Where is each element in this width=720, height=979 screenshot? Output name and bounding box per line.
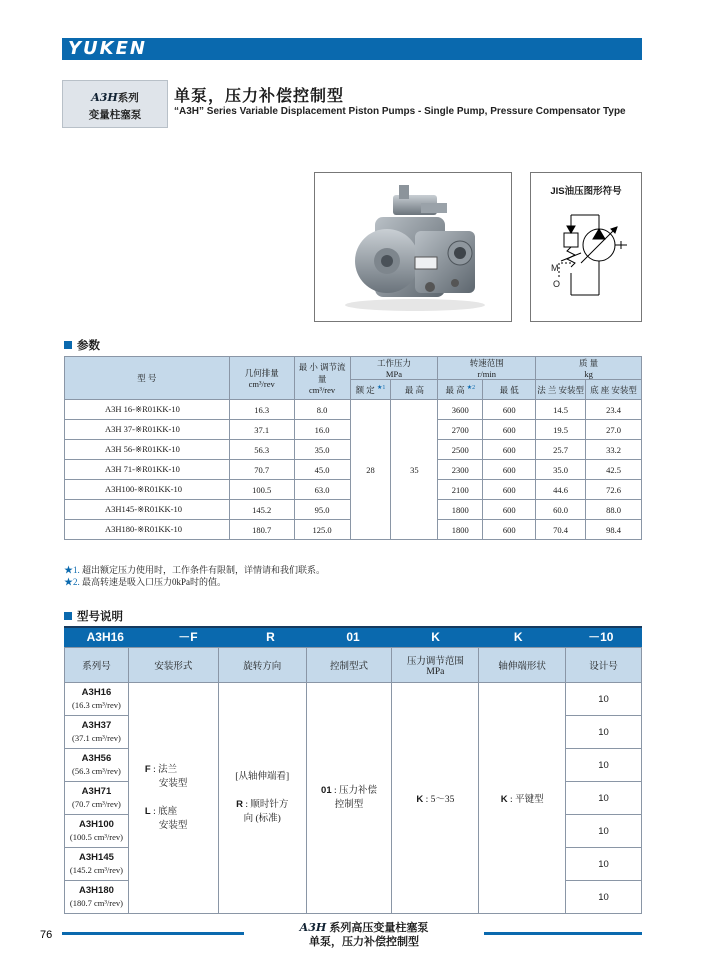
table-row: A3H100-※R01KK-10 100.5 63.0 2100 600 44.6 72.6: [65, 480, 642, 500]
max-pressure-cell: 35: [391, 400, 438, 540]
col-speed: 转速范围 r/min: [438, 357, 536, 380]
col-pressure-rated: 额 定 $^{★1}$: [350, 380, 391, 400]
code-rotation: R: [266, 630, 275, 644]
header-design: 设计号: [566, 648, 642, 683]
col-min-flow: 最 小 调节流量 cm³/rev: [294, 357, 350, 400]
col-speed-min: 最 低: [483, 380, 536, 400]
square-bullet-icon: [64, 341, 72, 349]
note-2: ★2. 最高转速是吸入口压力0kPa时的值。: [64, 577, 227, 587]
pressure-range-cell: K : 5～35: [392, 683, 479, 914]
table-row: A3H145 (145.2 cm³/rev) 10: [65, 848, 642, 881]
hydraulic-pump-symbol-icon: [531, 203, 641, 313]
code-design: －10: [588, 630, 614, 644]
table-row: A3H145-※R01KK-10 145.2 95.0 1800 600 60.0 88.0: [65, 500, 642, 520]
mounting-cell: F : 法兰 安装型 L : 底座 安装型: [128, 683, 218, 914]
table-row: A3H 71-※R01KK-10 70.7 45.0 2300 600 35.0 42.5: [65, 460, 642, 480]
series-box: [62, 80, 168, 128]
model-code-section-title: 型号说明: [64, 608, 123, 624]
symbol-label-m: M: [551, 263, 559, 273]
rotation-cell: [从轴伸端看] R : 顺时针方 向 (标准): [218, 683, 306, 914]
header-rotation: 旋转方向: [218, 648, 306, 683]
col-mass-foot: 底 座 安装型: [586, 380, 642, 400]
col-model: 型 号: [65, 357, 230, 400]
series-logo: A3H: [91, 91, 118, 104]
params-section-title: 参数: [64, 337, 100, 353]
code-mounting: －F: [178, 630, 198, 644]
col-mass: 质 量 kg: [536, 357, 642, 380]
page-title: 单泵，压力补偿控制型: [174, 88, 345, 105]
params-notes: [64, 564, 325, 588]
model-code-table: [64, 647, 642, 914]
header-control: 控制型式: [306, 648, 392, 683]
col-displacement: 几何排量 cm³/rev: [229, 357, 294, 400]
symbol-label-o: O: [553, 279, 561, 289]
table-row: A3H180-※R01KK-10 180.7 125.0 1800 600 70.4 98.4: [65, 520, 642, 540]
table-row: A3H37 (37.1 cm³/rev) 10: [65, 716, 642, 749]
brand-header-bar: [62, 38, 642, 60]
table-row: A3H100 (100.5 cm³/rev) 10: [65, 815, 642, 848]
table-row: A3H71 (70.7 cm³/rev) 10: [65, 782, 642, 815]
jis-symbol-box: [530, 172, 642, 322]
rated-pressure-cell: 28: [350, 400, 391, 540]
table-row: A3H180 (180.7 cm³/rev) 10: [65, 881, 642, 914]
series-name: 变量柱塞泵: [88, 109, 142, 121]
col-pressure-max: 最 高: [391, 380, 438, 400]
code-control: 01: [346, 630, 360, 644]
page-subtitle: “A3H” Series Variable Displacement Piston Pumps - Single Pump, Pressure Compensator Type: [174, 106, 626, 117]
table-row: A3H 37-※R01KK-10 37.1 16.0 2700 600 19.5 27.0: [65, 420, 642, 440]
code-shaft: K: [513, 630, 523, 644]
yuken-logo: YUKEN: [68, 38, 147, 59]
params-table: [64, 356, 642, 540]
header-shaft: 轴伸端形状: [479, 648, 566, 683]
code-series: A3H16: [86, 630, 124, 644]
page-number: 76: [40, 929, 53, 941]
footer-title: A3H 系列高压变量柱塞泵 单泵，压力补偿控制型: [244, 921, 484, 949]
table-row: A3H 56-※R01KK-10 56.3 35.0 2500 600 25.7 33.2: [65, 440, 642, 460]
header-mounting: 安装形式: [128, 648, 218, 683]
col-speed-max: 最 高 $^{★2}$: [438, 380, 483, 400]
table-row: A3H16 (16.3 cm³/rev) F : 法兰 安装型 L : 底座 安装型 [从轴伸端看] R : 顺时针方 向 (标准) 01 : 压力补偿 控制型 K : 5～35 K : 平键型 10: [65, 683, 642, 716]
shaft-cell: K : 平键型: [479, 683, 566, 914]
col-pressure: 工作压力 MPa: [350, 357, 438, 380]
table-row: A3H 16-※R01KK-10 16.3 8.0 28 35 3600 600 14.5 23.4: [65, 400, 642, 420]
pump-photo: [314, 172, 512, 322]
header-pressure: 压力调节范围 MPa: [392, 648, 479, 683]
col-mass-flange: 法 兰 安装型: [536, 380, 586, 400]
model-code-bar: [64, 626, 642, 647]
code-pressure: K: [431, 630, 440, 644]
note-1: ★1. 超出额定压力使用时，工作条件有限制，详情请和我们联系。: [64, 565, 326, 575]
series-suffix: 系列: [117, 92, 139, 104]
header-series: 系列号: [65, 648, 129, 683]
control-cell: 01 : 压力补偿 控制型: [306, 683, 392, 914]
jis-symbol-title: JIS油压图形符号: [550, 186, 622, 197]
table-row: A3H56 (56.3 cm³/rev) 10: [65, 749, 642, 782]
square-bullet-icon: [64, 612, 72, 620]
